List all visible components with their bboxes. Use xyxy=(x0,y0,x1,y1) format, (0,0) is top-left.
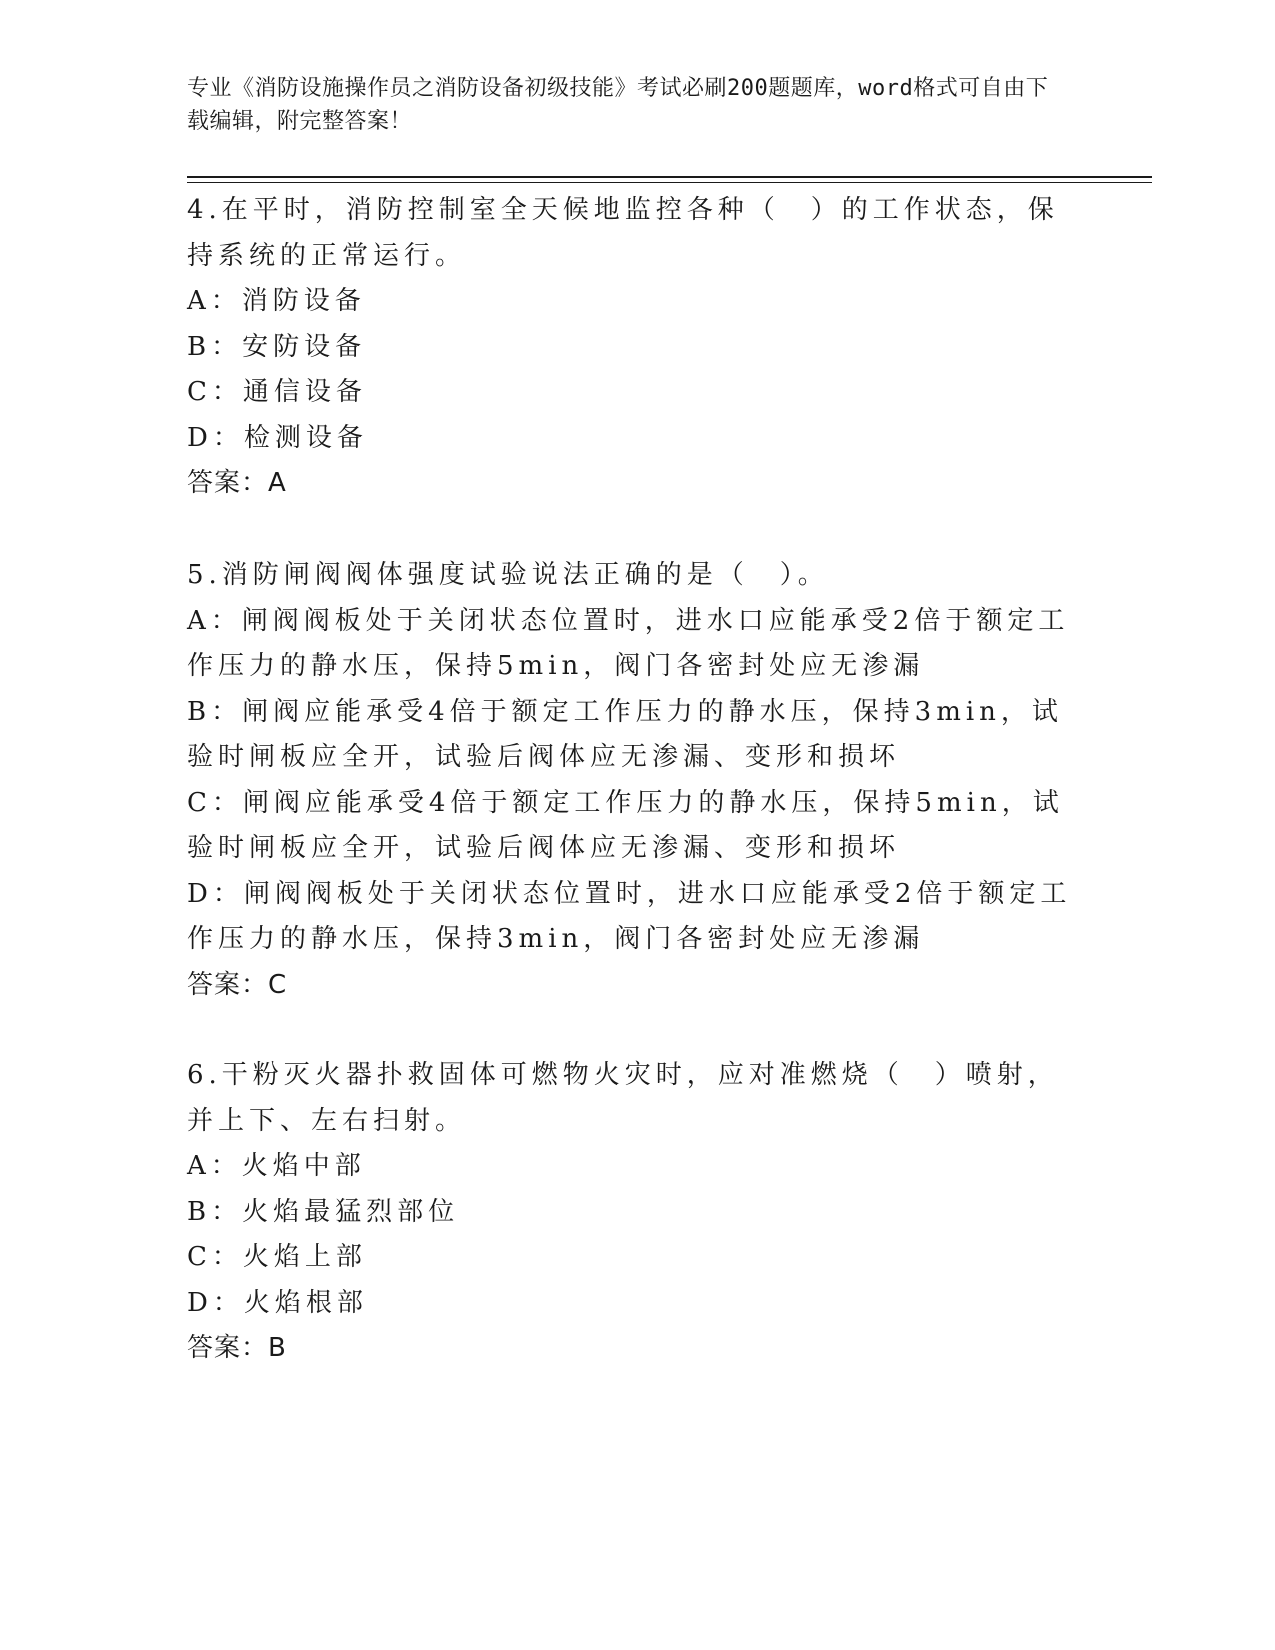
answer-line: 答案：A xyxy=(187,468,287,498)
option-d: D：检测设备 xyxy=(187,422,368,453)
option-b: B：闸阀应能承受4倍于额定工作压力的静水压，保持3min，试验时闸板应全开，试验后阀体应无渗漏、变形和损坏 xyxy=(187,696,1063,772)
answer-line: 答案：B xyxy=(187,1333,287,1363)
option-d: D：闸阀阀板处于关闭状态位置时，进水口应能承受2倍于额定工作压力的静水压，保持3min，阀门各密封处应无渗漏 xyxy=(187,878,1072,954)
header-divider xyxy=(187,176,1152,178)
option-a: A：消防设备 xyxy=(187,286,366,316)
option-c: C：通信设备 xyxy=(187,377,367,407)
option-c: C：火焰上部 xyxy=(187,1242,367,1272)
header-divider-secondary xyxy=(187,182,1152,183)
option-a: A：闸阀阀板处于关闭状态位置时，进水口应能承受2倍于额定工作压力的静水压，保持5min，阀门各密封处应无渗漏 xyxy=(187,605,1070,681)
answer-line: 答案：C xyxy=(187,969,288,1000)
question-item xyxy=(187,188,1077,507)
option-a: A：火焰中部 xyxy=(187,1151,366,1181)
option-d: D：火焰根部 xyxy=(187,1287,368,1318)
document-header: 专业《消防设施操作员之消防设备初级技能》考试必刷200题题库，word格式可自由下载编辑，附完整答案！ xyxy=(187,76,1049,134)
question-stem: 4.在平时，消防控制室全天候地监控各种（ ）的工作状态，保持系统的正常运行。 xyxy=(187,195,1059,271)
option-c: C：闸阀应能承受4倍于额定工作压力的静水压，保持5min，试验时闸板应全开，试验后阀体应无渗漏、变形和损坏 xyxy=(187,787,1064,863)
option-b: B：火焰最猛烈部位 xyxy=(187,1196,460,1227)
option-b: B：安防设备 xyxy=(187,331,367,362)
question-stem: 6.干粉灭火器扑救固体可燃物火灾时，应对准燃烧（ ）喷射，并上下、左右扫射。 xyxy=(187,1060,1059,1136)
question-stem: 5.消防闸阀阀体强度试验说法正确的是（ ）。 xyxy=(187,560,829,590)
question-item xyxy=(187,1053,1077,1372)
question-item xyxy=(187,553,1077,1008)
